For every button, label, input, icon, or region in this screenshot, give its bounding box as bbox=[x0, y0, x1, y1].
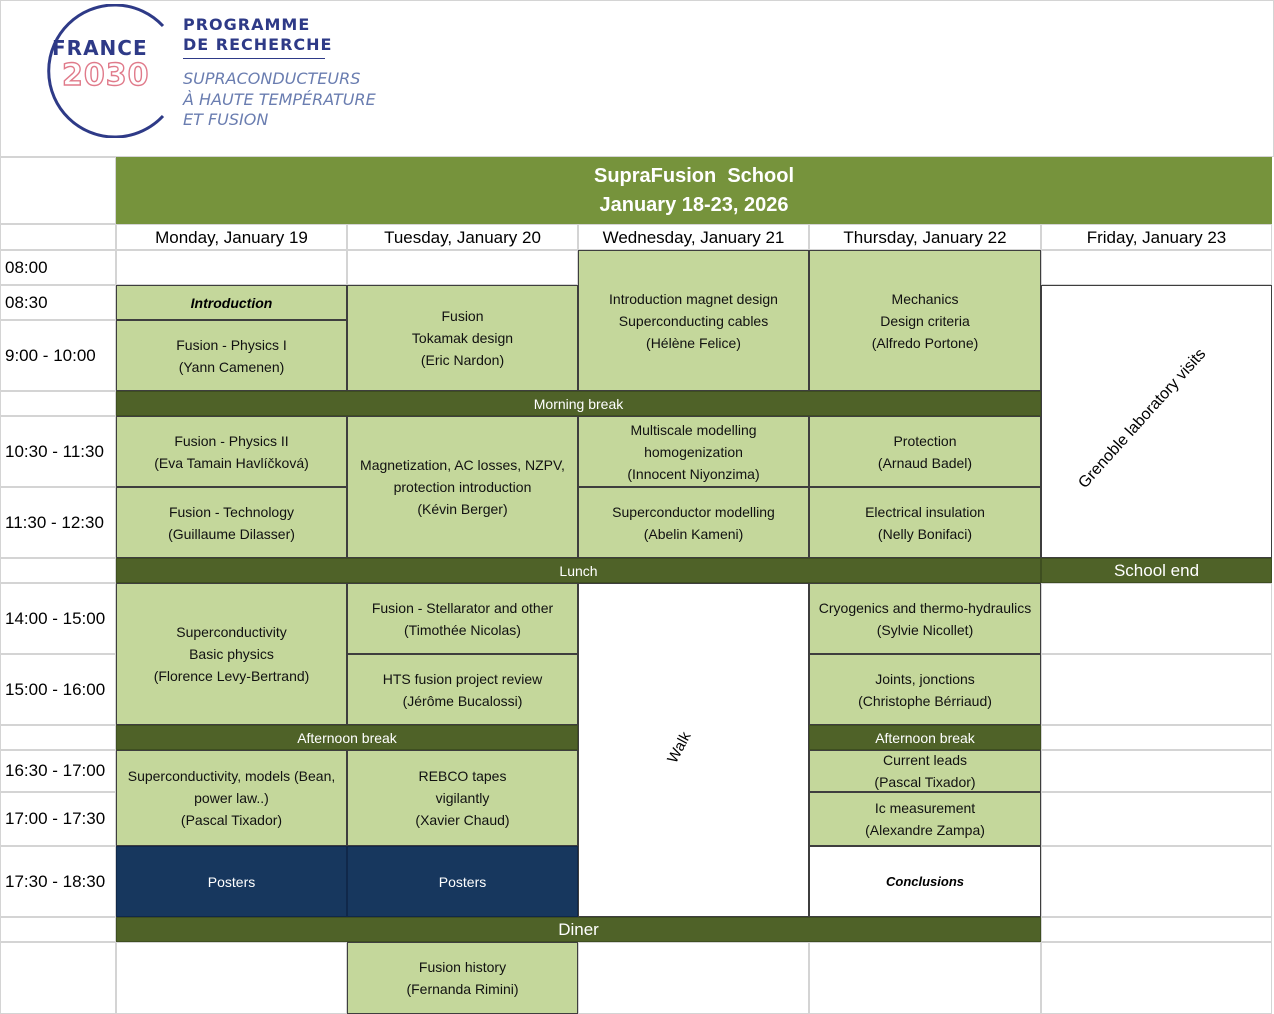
session-speaker: (Pascal Tixador) bbox=[874, 774, 976, 790]
session-title: Superconductor modelling bbox=[612, 503, 775, 520]
mon-posters: Posters bbox=[116, 846, 347, 917]
school-title: SupraFusion School bbox=[593, 164, 794, 187]
session-subtitle: Superconducting cables bbox=[618, 312, 769, 329]
session-speaker: (Christophe Bérriaud) bbox=[858, 692, 992, 709]
session-speaker: (Nelly Bonifaci) bbox=[877, 525, 973, 542]
corner-cell bbox=[0, 157, 116, 224]
time-1630: 16:30 - 17:00 bbox=[0, 750, 116, 792]
session-title: Superconductivity bbox=[176, 624, 287, 640]
session-title: Ic measurement bbox=[874, 800, 976, 816]
session-title: Fusion bbox=[441, 308, 484, 324]
tue-stellarator bbox=[347, 583, 578, 654]
mon-evening-empty bbox=[116, 942, 347, 1014]
logo-france: FRANCE bbox=[52, 36, 148, 60]
session-subtitle: homogenization bbox=[644, 443, 743, 460]
session-speaker: (Hélène Felice) bbox=[646, 334, 741, 351]
session-title: Mechanics bbox=[891, 290, 959, 307]
thu-conclusions-label: Conclusions bbox=[885, 874, 964, 889]
day-header-monday: Monday, January 19 bbox=[116, 224, 347, 250]
session-title: Cryogenics and thermo-hydraulics bbox=[818, 599, 1032, 616]
thu-insulation bbox=[809, 487, 1041, 558]
corner-cell-2 bbox=[0, 224, 116, 250]
thu-protection bbox=[809, 416, 1041, 487]
session-speaker: (Sylvie Nicollet) bbox=[876, 621, 974, 638]
wed-superconductor-modelling bbox=[578, 487, 809, 558]
wed-walk bbox=[578, 583, 809, 917]
session-title: Fusion - Physics II bbox=[174, 432, 289, 449]
thu-conclusions bbox=[809, 846, 1041, 917]
time-evening-blank bbox=[0, 942, 116, 1014]
day-header-thursday: Thursday, January 22 bbox=[809, 224, 1041, 250]
session-title: Fusion - Stellarator and other bbox=[371, 599, 554, 616]
fri-empty-2 bbox=[1041, 654, 1272, 725]
fri-empty-5 bbox=[1041, 792, 1272, 846]
session-title: Fusion history bbox=[418, 959, 507, 975]
session-subtitle: power law..) bbox=[194, 790, 269, 806]
fri-empty-4 bbox=[1041, 750, 1272, 792]
fri-lab-visits bbox=[1041, 285, 1272, 558]
session-speaker: (Alexandre Zampa) bbox=[865, 822, 985, 838]
session-speaker: (Guillaume Dilasser) bbox=[168, 525, 295, 542]
session-speaker: (Jérôme Bucalossi) bbox=[402, 692, 523, 709]
fri-0800-empty bbox=[1041, 250, 1272, 285]
mon-0800-empty bbox=[116, 250, 347, 285]
afternoon-break-band: Afternoon break bbox=[116, 725, 578, 750]
day-header-friday: Friday, January 23 bbox=[1041, 224, 1272, 250]
fri-empty-8 bbox=[1041, 942, 1272, 1014]
session-title: Fusion - Technology bbox=[168, 503, 295, 520]
time-0800: 08:00 bbox=[0, 250, 116, 285]
time-abreak-blank bbox=[0, 725, 116, 750]
session-speaker: (Pascal Tixador) bbox=[180, 812, 283, 828]
subtitle-line1: SUPRACONDUCTEURS bbox=[183, 69, 361, 88]
session-title: Electrical insulation bbox=[865, 503, 985, 520]
time-1030: 10:30 - 11:30 bbox=[0, 416, 116, 487]
fri-empty-6 bbox=[1041, 846, 1272, 917]
time-1500: 15:00 - 16:00 bbox=[0, 654, 116, 725]
tue-magnetization bbox=[347, 416, 578, 558]
tue-posters: Posters bbox=[347, 846, 578, 917]
session-subtitle: Design criteria bbox=[880, 312, 970, 329]
time-1730: 17:30 - 18:30 bbox=[0, 846, 116, 917]
thu-mechanics bbox=[809, 250, 1041, 391]
session-subtitle: Tokamak design bbox=[411, 330, 514, 346]
diner-band: Diner bbox=[116, 917, 1041, 942]
wed-multiscale bbox=[578, 416, 809, 487]
time-1400: 14:00 - 15:00 bbox=[0, 583, 116, 654]
fri-empty-1 bbox=[1041, 583, 1272, 654]
logo-divider bbox=[183, 58, 325, 59]
tue-fusion-tokamak bbox=[347, 285, 578, 391]
session-title: HTS fusion project review bbox=[382, 670, 543, 687]
session-speaker: (Arnaud Badel) bbox=[877, 454, 973, 471]
session-subtitle: Basic physics bbox=[189, 646, 274, 662]
session-title: Multiscale modelling bbox=[630, 421, 757, 438]
tue-rebco bbox=[347, 750, 578, 846]
tue-fusion-history bbox=[347, 942, 578, 1014]
session-subtitle: vigilantly bbox=[435, 790, 490, 806]
session-speaker: (Yann Camenen) bbox=[178, 358, 285, 375]
wed-walk-label: Walk bbox=[664, 729, 695, 766]
subtitle-line2: À HAUTE TEMPÉRATURE bbox=[183, 90, 376, 109]
programme-line1: PROGRAMME bbox=[183, 15, 311, 34]
session-title: Superconductivity, models (Bean, bbox=[127, 768, 336, 784]
tue-0800-empty bbox=[347, 250, 578, 285]
session-speaker: (Abelin Kameni) bbox=[643, 525, 744, 542]
day-header-tuesday: Tuesday, January 20 bbox=[347, 224, 578, 250]
morning-break-band: Morning break bbox=[116, 391, 1041, 416]
session-speaker: (Xavier Chaud) bbox=[415, 812, 510, 828]
day-header-wednesday: Wednesday, January 21 bbox=[578, 224, 809, 250]
session-speaker: (Fernanda Rimini) bbox=[406, 981, 519, 997]
session-speaker: (Eva Tamain Havlíčková) bbox=[154, 454, 309, 471]
thu-evening-empty bbox=[809, 942, 1041, 1014]
programme-line2: DE RECHERCHE bbox=[183, 35, 333, 54]
session-title: Fusion - Physics I bbox=[176, 336, 287, 353]
session-title: REBCO tapes bbox=[418, 768, 507, 784]
mon-introduction-label: Introduction bbox=[190, 294, 273, 311]
time-1130: 11:30 - 12:30 bbox=[0, 487, 116, 558]
session-speaker: (Alfredo Portone) bbox=[871, 334, 979, 351]
thu-current-leads bbox=[809, 750, 1041, 792]
time-break-blank bbox=[0, 391, 116, 416]
session-title: Introduction magnet design bbox=[609, 290, 778, 307]
mon-physics-2 bbox=[116, 416, 347, 487]
thu-afternoon-break: Afternoon break bbox=[809, 725, 1041, 750]
mon-superconductivity bbox=[116, 583, 347, 725]
session-title: Current leads bbox=[882, 752, 968, 768]
time-0900: 9:00 - 10:00 bbox=[0, 320, 116, 391]
tue-hts-review bbox=[347, 654, 578, 725]
wed-evening-empty bbox=[578, 942, 809, 1014]
session-title: Protection bbox=[893, 432, 957, 449]
session-speaker: (Timothée Nicolas) bbox=[404, 621, 521, 638]
session-title: Magnetization, AC losses, NZPV, bbox=[360, 457, 565, 473]
thu-joints bbox=[809, 654, 1041, 725]
subtitle-line3: ET FUSION bbox=[183, 110, 269, 129]
school-header bbox=[116, 157, 1272, 224]
lunch-band: Lunch bbox=[116, 558, 1041, 583]
time-0830: 08:30 bbox=[0, 285, 116, 320]
school-dates: January 18-23, 2026 bbox=[599, 193, 789, 216]
session-subtitle: protection introduction bbox=[393, 479, 532, 495]
time-diner-blank bbox=[0, 917, 116, 942]
session-title: Joints, jonctions bbox=[875, 670, 975, 687]
thu-cryogenics bbox=[809, 583, 1041, 654]
mon-physics-1 bbox=[116, 320, 347, 391]
logo-year: 2030 bbox=[62, 58, 150, 93]
school-end-band: School end bbox=[1041, 558, 1272, 583]
mon-models bbox=[116, 750, 347, 846]
time-1700: 17:00 - 17:30 bbox=[0, 792, 116, 846]
mon-introduction bbox=[116, 285, 347, 320]
thu-ic-measurement bbox=[809, 792, 1041, 846]
wed-magnet-design bbox=[578, 250, 809, 391]
session-speaker: (Florence Levy-Bertrand) bbox=[153, 668, 310, 684]
fri-empty-3 bbox=[1041, 725, 1272, 750]
fri-empty-7 bbox=[1041, 917, 1272, 942]
session-speaker: (Eric Nardon) bbox=[420, 352, 505, 368]
mon-technology bbox=[116, 487, 347, 558]
fri-lab-visits-label: Grenoble laboratory visits bbox=[1075, 345, 1210, 492]
session-speaker: (Innocent Niyonzima) bbox=[627, 465, 760, 482]
session-speaker: (Kévin Berger) bbox=[417, 501, 508, 517]
time-lunch-blank bbox=[0, 558, 116, 583]
